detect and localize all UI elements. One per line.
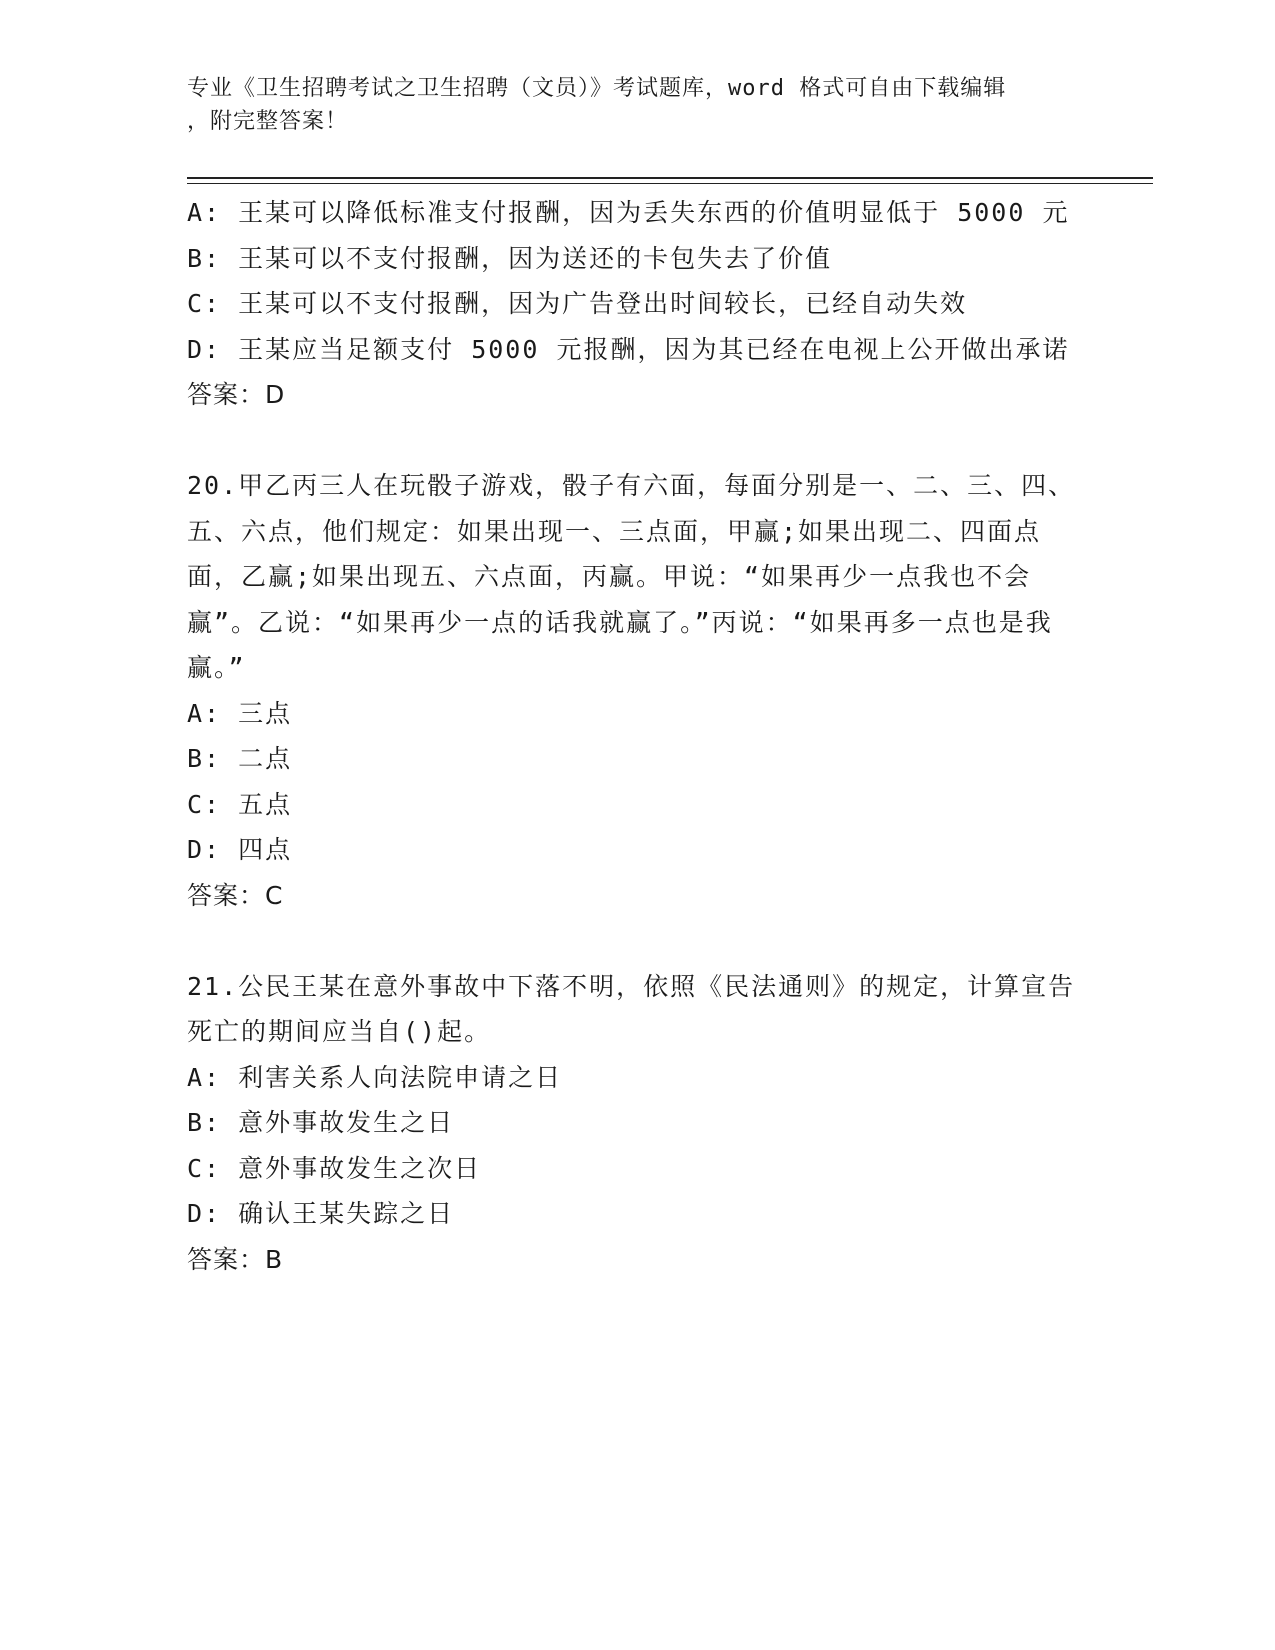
q20-stem: 20.甲乙丙三人在玩骰子游戏，骰子有六面，每面分别是一、二、三、四、五、六点，他们规定：如果出现一、三点面，甲赢;如果出现二、四面点面，乙赢;如果出现五、六点面，丙赢。甲说：“如果再少一点我也不会赢”。乙说：“如果再少一点的话我就赢了。”丙说：“如果再多一点也是我赢。”: [187, 471, 1076, 682]
q21-option-b: B: 意外事故发生之日: [187, 1108, 455, 1137]
q20-answer: 答案：C: [187, 880, 284, 910]
q19-option-a: A: 王某可以降低标准支付报酬，因为丢失东西的价值明显低于 5000 元: [187, 198, 1070, 227]
q19-option-c: C: 王某可以不支付报酬，因为广告登出时间较长，已经自动失效: [187, 289, 968, 318]
q21-stem: 21.公民王某在意外事故中下落不明，依照《民法通则》的规定，计算宣告死亡的期间应当自()起。: [187, 971, 1076, 1046]
q19-option-b: B: 王某可以不支付报酬，因为送还的卡包失去了价值: [187, 243, 833, 273]
document-header: [187, 72, 1067, 138]
question-20-block: [187, 463, 1087, 918]
q21-option-c: C: 意外事故发生之次日: [187, 1153, 482, 1183]
header-line-2: ，附完整答案！: [187, 109, 349, 134]
header-divider-thin: [187, 183, 1153, 184]
spacer: [187, 918, 1087, 964]
q19-option-d: D: 王某应当足额支付 5000 元报酬，因为其已经在电视上公开做出承诺: [187, 334, 1070, 364]
q20-option-b: B: 二点: [187, 744, 293, 773]
question-19-block: [187, 190, 1087, 418]
question-21-block: [187, 964, 1087, 1283]
header-line-1: 专业《卫生招聘考试之卫生招聘（文员）》考试题库，word 格式可自由下载编辑: [187, 76, 1007, 101]
q21-option-d: D: 确认王某失踪之日: [187, 1199, 455, 1228]
question-content: [187, 190, 1087, 1282]
q20-option-d: D: 四点: [187, 835, 293, 864]
spacer: [187, 418, 1087, 464]
q19-answer: 答案：D: [187, 380, 286, 409]
q20-option-a: A: 三点: [187, 698, 293, 728]
q20-option-c: C: 五点: [187, 789, 293, 819]
q21-option-a: A: 利害关系人向法院申请之日: [187, 1062, 563, 1092]
q21-answer: 答案：B: [187, 1244, 284, 1274]
header-divider-thick: [187, 177, 1153, 179]
